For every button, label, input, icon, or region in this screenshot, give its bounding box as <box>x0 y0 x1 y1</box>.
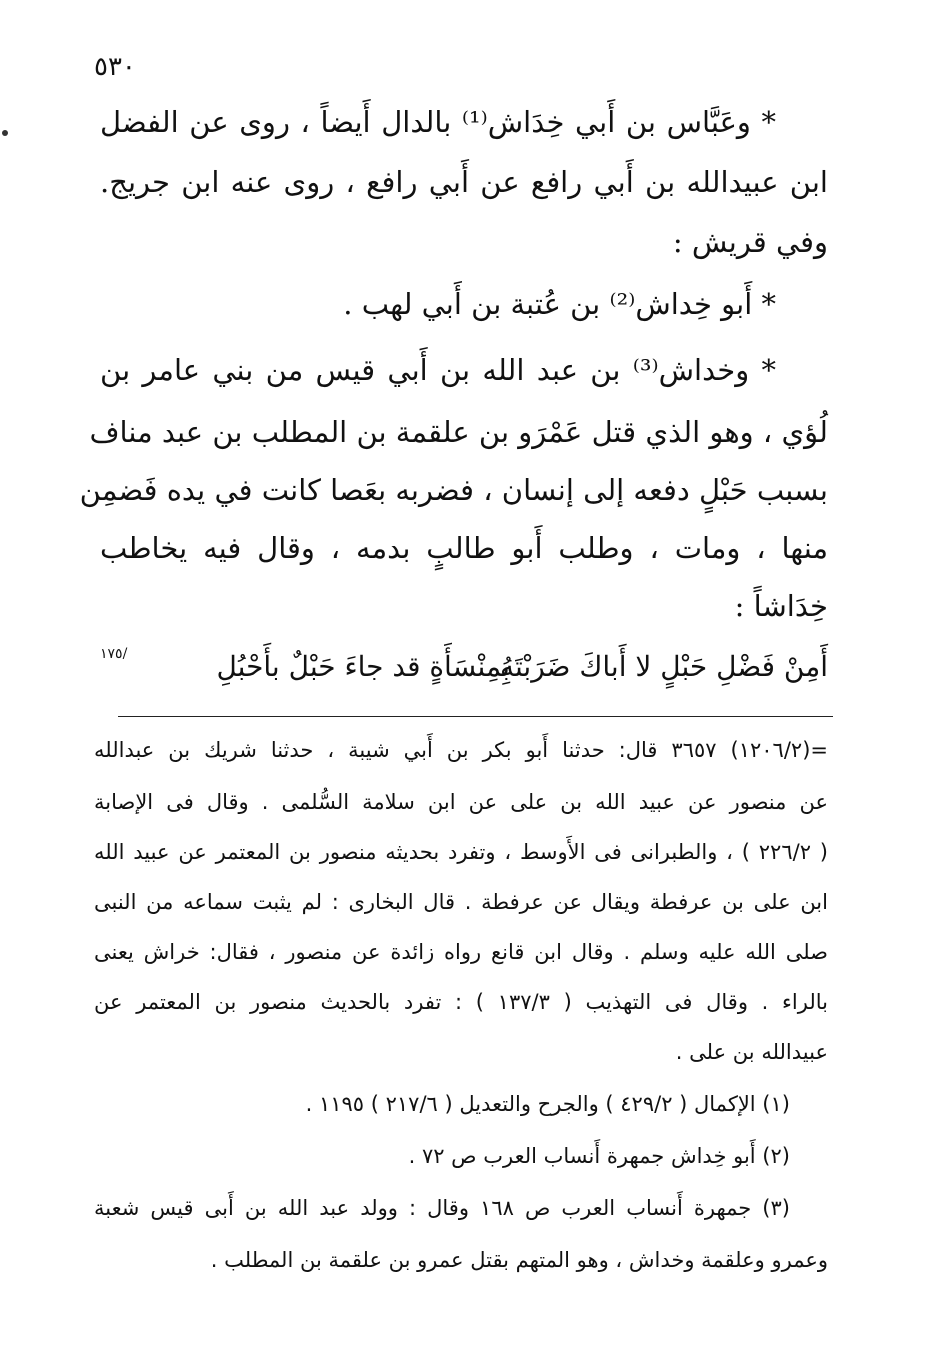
footnote-line-2: عن منصور عن عبيد الله بن على عن ابن سلامة السُّلمى . وقال فى الإصابة <box>94 790 828 814</box>
main-line-8: منها ، ومات ، وطلب أَبو طالبٍ بدمه ، وقال فيه يخاطب <box>100 531 828 565</box>
note-1: (١) الإكمال ( ٤٢٩/٢ ) والجرح والتعديل ( ٢١٧/٦ ) ١١٩٥ . <box>305 1092 790 1116</box>
note-3: (٣) جمهرة أَنساب العرب ص ١٦٨ وقال : وولد عبد الله بن أَبى قيس شعبة <box>94 1196 790 1220</box>
main-line-6: لُؤي ، وهو الذي قتل عَمْرَو بن علقمة بن المطلب بن عبد مناف <box>89 415 828 449</box>
footnote-line-3: ( ٢٢٦/٢ ) ، والطبرانى فى الأَوسط ، وتفرد بحديثه منصور بن المعتمر عن عبيد الله <box>94 840 828 864</box>
note-3-continued: وعمرو وعلقمة وخداش ، وهو المتهم بقتل عمرو بن علقمة بن المطلب . <box>210 1248 828 1272</box>
footnote-separator <box>118 716 833 717</box>
main-line-9: خِدَاشاً : <box>734 589 828 623</box>
poem-hemistich-2: بِمِنْسَأَةٍ قد جاءَ حَبْلٌ بأَحْبُلِ <box>216 650 510 683</box>
main-line-7: بسبب حَبْلٍ دفعه إلى إنسان ، فضربه بعَصا كانت في يده فَضمِن <box>79 473 828 507</box>
main-line-5: * وخداش⁽³⁾ بن عبد الله بن أَبي قيس من بني عامر بن <box>100 353 776 387</box>
poem-hemistich-1: أَمِنْ فَضْلِ حَبْلٍ لا أَباكَ ضَرَبْتَهُ <box>499 650 828 683</box>
main-line-3: وفي قريش : <box>672 225 828 259</box>
margin-mark <box>2 130 8 136</box>
verse-reference: ١٧٥/ <box>100 646 128 662</box>
main-line-1: * وعَبَّاس بن أَبي خِدَاش⁽¹⁾ بالدال أَيضاً ، روى عن الفضل <box>100 105 776 139</box>
main-line-2: ابن عبيدالله بن أَبي رافع عن أَبي رافع ، روى عنه ابن جريج. <box>100 165 828 199</box>
page-number: ٥٣٠ <box>94 52 136 82</box>
footnote-line-7: عبيدالله بن على . <box>675 1040 828 1064</box>
main-line-4: * أَبو خِداش⁽²⁾ بن عُتبة بن أَبي لهب . <box>343 287 776 321</box>
footnote-line-6: بالراء . وقال فى التهذيب ( ١٣٧/٣ ) : تفرد بالحديث منصور بن المعتمر عن <box>94 990 828 1014</box>
footnote-line-4: ابن على بن عرفطة ويقال عن عرفطة . قال البخارى : لم يثبت سماعه من النبى <box>94 890 828 914</box>
footnote-line-5: صلى الله عليه وسلم . وقال ابن قانع رواه زائدة عن منصور ، فقال: خراش يعنى <box>94 940 828 964</box>
footnote-line-1: =(١٢٠٦/٢) ٣٦٥٧ قال: حدثنا أَبو بكر بن أَبي شيبة ، حدثنا شريك بن عبدالله <box>94 738 828 762</box>
note-2: (٢) أَبو خِداش جمهرة أَنساب العرب ص ٧٢ . <box>408 1144 790 1168</box>
